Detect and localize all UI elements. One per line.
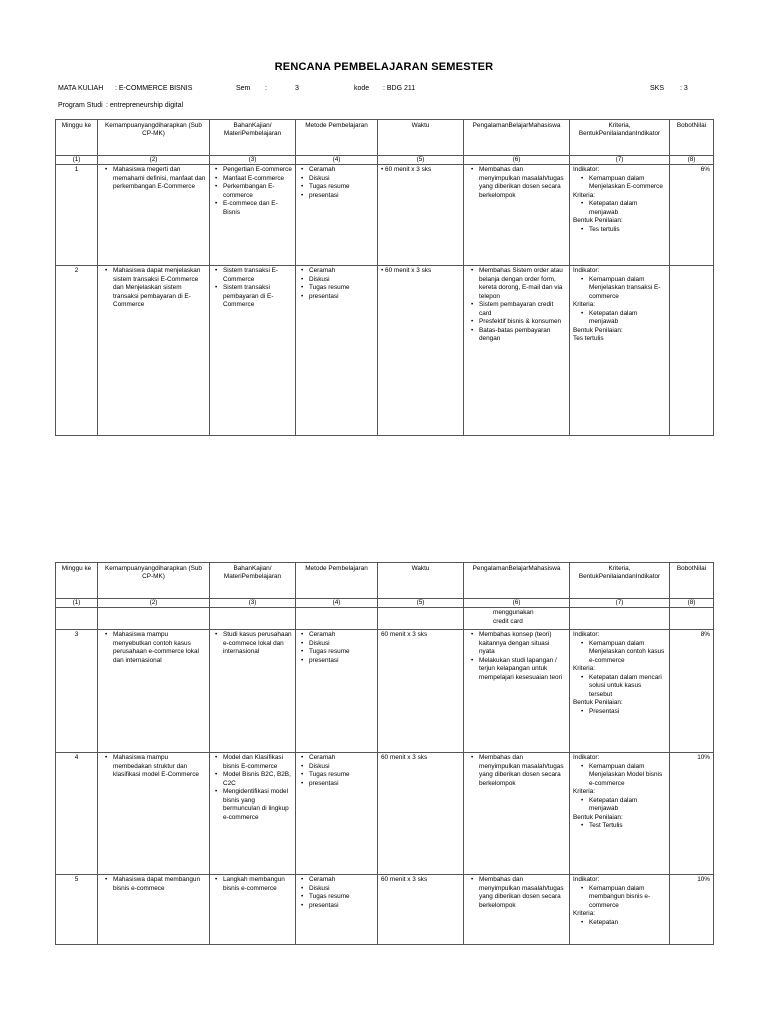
column-header: Metode Pembelajaran [296,120,378,156]
kode-label: kode [354,85,370,92]
method-list [299,166,374,200]
assessment-item: • Test Tertulis [573,822,666,830]
material-item: • Studi kasus perusahaan e-commece lokal dan internasional [213,631,292,656]
column-number-row [56,599,714,608]
criteria-list [573,674,666,699]
column-number: (5) [378,156,464,165]
continuation-cell [464,608,570,630]
kode-value: : BDG 211 [383,85,416,92]
method-item: • presentasi [299,192,374,200]
week-cell: 5 [56,875,98,945]
material-list [213,166,292,217]
experience-item: • Membahas dan menyimpulkan masalah/tugas yang diberikan dosen secara berkelompok [467,754,566,788]
rps-table-page1 [55,119,714,436]
material-item: • Sistem transaksi pembayaran di E-Commerce [213,284,292,309]
ability-item: • Mahasiswa mampu menyebutkan contoh kasus perusahaan e-commerce lokal dan internasional [101,631,206,665]
column-header: Kriteria, BentukPenilaiandanIndikator [570,563,670,599]
header-row [56,563,714,599]
experience-cell [464,875,570,945]
method-item: • Ceramah [299,876,374,884]
assessment-label: Bentuk Penilaian: [573,699,623,707]
criteria-cell [570,266,670,436]
column-number: (6) [464,599,570,608]
experience-item: • Melakukan studi lapangan / terjun kelapangan untuk mempelajari kesesuaian teori [467,657,566,682]
column-number: (7) [570,599,670,608]
page-title: RENCANA PEMBELAJARAN SEMESTER [274,61,494,73]
experience-item: • Sistem pembayaran credit card [467,301,566,318]
table-row [56,266,714,436]
criteria-cell [570,165,670,266]
experience-cell [464,266,570,436]
method-list [299,267,374,301]
time-cell: • 60 menit x 3 sks [378,266,464,436]
material-cell [210,875,296,945]
week-cell: 3 [56,630,98,753]
sem-label: Sem [236,85,251,92]
method-item: • Tugas resume [299,893,374,901]
indicator-item: • Kemampuan dalam Menjelaskan Model bisnis e-commerce [573,763,666,788]
column-number: (3) [210,599,296,608]
ability-item: • Mahasiswa dapat menjelaskan sistem transaksi E-Commerce dan Menjelaskan sistem transaksi pembayaran di E-Commerce [101,267,206,309]
empty-cell [210,608,296,630]
indicator-item: • Kemampuan dalam membangun bisnis e-commerce [573,885,666,910]
assessment-list [573,822,666,830]
material-item: • Manfaat E-commerce [213,175,292,183]
criteria-cell [570,630,670,753]
material-cell [210,753,296,875]
indicator-label: Indikator: [573,754,600,762]
material-item: • Sistem transaksi E-Commerce [213,267,292,284]
method-item: • Tugas resume [299,284,374,292]
week-cell: 4 [56,753,98,875]
weight-cell: 8% [670,630,714,753]
ability-cell [98,165,210,266]
column-number-row [56,156,714,165]
column-number: (2) [98,156,210,165]
indicator-label: Indikator: [573,166,600,174]
sem-sep: : [265,85,267,92]
empty-cell [670,608,714,630]
criteria-item: • Ketepatan [573,919,666,927]
material-item: • Model Bisnis B2C, B2B, C2C [213,771,292,788]
time-cell: 60 menit x 3 sks [378,875,464,945]
method-item: • Tugas resume [299,648,374,656]
mk-value: : E-COMMERCE BISNIS [115,85,193,92]
material-list [213,267,292,309]
ability-cell [98,875,210,945]
ability-item: • Mahasiswa megerti dan memahami definisi, manfaat dan perkembangan E-Commerce [101,166,206,191]
method-item: • Diskusi [299,885,374,893]
column-header: Metode Pembelajaran [296,563,378,599]
column-header: BahanKajian/ MateriPembelajaran [210,563,296,599]
week-cell: 2 [56,266,98,436]
method-item: • Diskusi [299,276,374,284]
material-item: • Model dan Klasifikasi bisnis E-commerce [213,754,292,771]
method-list [299,631,374,665]
column-header: Kemampuanyangdiharapkan (Sub CP-MK) [98,563,210,599]
assessment-item: • Presentasi [573,708,666,716]
material-cell [210,266,296,436]
method-item: • Tugas resume [299,771,374,779]
experience-list [467,754,566,788]
empty-cell [378,608,464,630]
experience-list [467,631,566,682]
material-item: • Perkembangan E-commerce [213,183,292,200]
continuation-row [56,608,714,630]
empty-cell [570,608,670,630]
material-cell [210,630,296,753]
method-item: • presentasi [299,657,374,665]
column-header: Kriteria, BentukPenilaiandanIndikator [570,120,670,156]
ability-list [101,166,206,191]
rps-table-page2 [55,562,714,945]
criteria-label: Kriteria: [573,301,596,309]
experience-item: • Membahas dan menyimpulkan masalah/tugas yang diberikan dosen secara berkelompok [467,166,566,200]
method-item: • presentasi [299,902,374,910]
sks-value: : 3 [680,85,688,92]
empty-cell [98,608,210,630]
experience-cell [464,630,570,753]
column-number: (1) [56,156,98,165]
criteria-cell [570,875,670,945]
method-item: • presentasi [299,293,374,301]
criteria-list [573,310,666,327]
indicator-label: Indikator: [573,876,600,884]
experience-list [467,267,566,343]
method-item: • Ceramah [299,267,374,275]
mk-label: MATA KULIAH [58,85,104,92]
ability-cell [98,266,210,436]
prodi-value: : entrepreneurship digital [106,102,184,109]
column-number: (4) [296,156,378,165]
criteria-item: • Ketepatan dalam menjawab [573,310,666,327]
assessment-label: Bentuk Penilaian: [573,217,623,225]
indicator-item: • Kemampuan dalam Menjelaskan E-commerce [573,175,666,192]
method-item: • Diskusi [299,640,374,648]
assessment-label: Bentuk Penilaian: [573,813,623,821]
criteria-cell [570,753,670,875]
column-number: (1) [56,599,98,608]
continuation-line: menggunakan [493,609,534,617]
header-row [56,120,714,156]
column-number: (4) [296,599,378,608]
indicator-list [573,763,666,788]
ability-item: • Mahasiswa dapat membangun bisnis e-commece [101,876,206,893]
column-header: PengalamanBelajarMahasiswa [464,563,570,599]
method-item: • presentasi [299,780,374,788]
method-item: • Ceramah [299,631,374,639]
indicator-list [573,175,666,192]
method-cell [296,630,378,753]
method-item: • Tugas resume [299,183,374,191]
material-cell [210,165,296,266]
method-cell [296,165,378,266]
table-row [56,630,714,753]
time-cell: • 60 menit x 3 sks [378,165,464,266]
experience-list [467,166,566,200]
material-list [213,754,292,822]
criteria-label: Kriteria: [573,191,596,199]
ability-cell [98,753,210,875]
experience-item: • Presfektif bisnis & konsumen [467,318,566,326]
column-number: (5) [378,599,464,608]
column-number: (7) [570,156,670,165]
time-cell: 60 menit x 3 sks [378,630,464,753]
assessment-list [573,708,666,716]
material-item: • Mengidentifikasi model bisnis yang bermunculan di lingkup e-commerce [213,788,292,822]
table-row [56,875,714,945]
column-header: Minggu ke [56,120,98,156]
ability-list [101,631,206,665]
assessment-list [573,226,666,234]
criteria-label: Kriteria: [573,910,596,918]
indicator-item: • Kemampuan dalam Menjelaskan transaksi E-commerce [573,276,666,301]
column-header: Waktu [378,563,464,599]
method-item: • Ceramah [299,754,374,762]
experience-cell [464,753,570,875]
column-number: (6) [464,156,570,165]
weight-cell: 10% [670,753,714,875]
material-item: • E-commece dan E-Bisnis [213,200,292,217]
indicator-item: • Kemampuan dalam Menjelaskan contoh kasus e-commerce [573,640,666,665]
empty-cell [296,608,378,630]
method-item: • Diskusi [299,763,374,771]
time-cell: 60 menit x 3 sks [378,753,464,875]
week-cell: 1 [56,165,98,266]
method-cell [296,753,378,875]
assessment-value: Tes tertulis [573,335,604,343]
column-number: (8) [670,599,714,608]
continuation-line: credit card [493,617,523,625]
criteria-item: • Ketepatan dalam menjawab [573,797,666,814]
weight-cell: 10% [670,875,714,945]
column-header: PengalamanBelajarMahasiswa [464,120,570,156]
criteria-list [573,797,666,814]
indicator-label: Indikator: [573,631,600,639]
criteria-item: • Ketepatan dalam mencari solusi untuk kasus tersebut [573,674,666,699]
ability-cell [98,630,210,753]
indicator-list [573,885,666,910]
column-header: Kemampuanyangdiharapkan (Sub CP-MK) [98,120,210,156]
method-item: • Ceramah [299,166,374,174]
ability-item: • Mahasiswa mampu membedakan struktur dan klasifikasi model E-Commerce [101,754,206,779]
column-header: BobotNilai [670,120,714,156]
indicator-label: Indikator: [573,267,600,275]
sks-label: SKS [650,85,665,92]
method-item: • Diskusi [299,175,374,183]
method-list [299,754,374,788]
criteria-list [573,919,666,927]
ability-list [101,754,206,779]
column-header: Waktu [378,120,464,156]
empty-cell [56,608,98,630]
column-header: Minggu ke [56,563,98,599]
assessment-item: • Tes tertulis [573,226,666,234]
method-list [299,876,374,910]
prodi-label: Program Studi [58,102,103,109]
material-list [213,631,292,656]
indicator-list [573,640,666,665]
criteria-label: Kriteria: [573,788,596,796]
column-number: (3) [210,156,296,165]
experience-cell [464,165,570,266]
indicator-list [573,276,666,301]
assessment-label: Bentuk Penilaian: [573,326,623,334]
column-number: (2) [98,599,210,608]
column-header: BobotNilai [670,563,714,599]
table-row [56,753,714,875]
table-row [56,165,714,266]
weight-cell [670,266,714,436]
experience-item: • Membahas konsep (teori) kaitannya dengan situasi nyata [467,631,566,656]
experience-item: • Membahas Sistem order atau belanja dengan order form, kereta dorong, E-mail dan via telepon [467,267,566,301]
weight-cell: 6% [670,165,714,266]
experience-list [467,876,566,910]
material-item: • Langkah membangun bisnis e-commerce [213,876,292,893]
sem-value: 3 [295,85,299,92]
ability-list [101,267,206,309]
criteria-list [573,200,666,217]
ability-list [101,876,206,893]
experience-item: • Batas-batas pembayaran dengan [467,327,566,344]
method-cell [296,266,378,436]
method-cell [296,875,378,945]
column-header: BahanKajian/ MateriPembelajaran [210,120,296,156]
column-number: (8) [670,156,714,165]
material-item: • Pengertian E-commerce [213,166,292,174]
criteria-label: Kriteria: [573,665,596,673]
material-list [213,876,292,893]
experience-item: • Membahas dan menyimpulkan masalah/tugas yang diberikan dosen secara berkelompok [467,876,566,910]
criteria-item: • Ketepatan dalam menjawab [573,200,666,217]
